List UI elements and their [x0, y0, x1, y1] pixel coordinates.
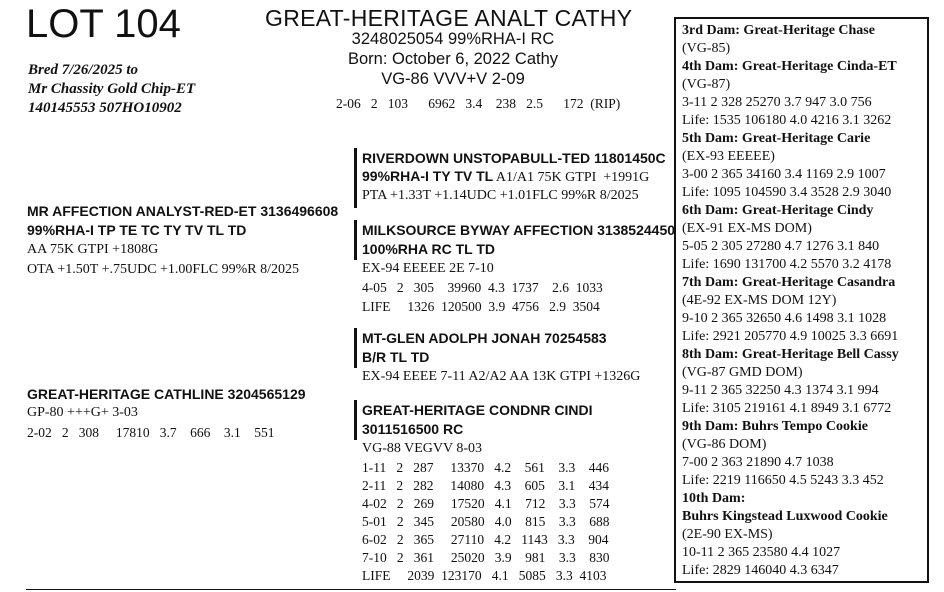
dam-dam-classification: VG-88 VEGVV 8-03	[362, 441, 483, 456]
ancestor-dam-detail: 7-00 2 363 21890 4.7 1038	[682, 455, 834, 470]
ancestor-dam-heading: 8th Dam: Great-Heritage Bell Cassy	[682, 347, 899, 362]
bred-sire-reg: 140145553 507HO10902	[28, 100, 182, 116]
bottom-rule	[26, 589, 676, 590]
ancestor-dam-detail: Life: 1690 131700 4.2 5570 3.2 4178	[682, 257, 892, 272]
ancestor-dam-detail: Life: 1095 104590 3.4 3528 2.9 3040	[682, 185, 892, 200]
sire-sire-codes-line	[362, 168, 649, 186]
sire-dam-codes: 100%RHA RC TL TD	[362, 241, 496, 257]
sire-dam-classification: EX-94 EEEEE 2E 7-10	[362, 261, 494, 276]
sire-proof: OTA +1.50T +.75UDC +1.00FLC 99%R 8/2025	[27, 262, 299, 277]
ancestor-dam-detail: Life: 3105 219161 4.1 8949 3.1 6772	[682, 401, 892, 416]
dam-sire-bar	[354, 328, 357, 368]
bred-to-sire: Mr Chassity Gold Chip-ET	[28, 81, 196, 97]
dam-classification: GP-80 +++G+ 3-03	[27, 405, 138, 420]
dam-dam-name: GREAT-HERITAGE CONDNR CINDI	[362, 402, 593, 418]
sire-gtpi: AA 75K GTPI +1808G	[27, 242, 159, 257]
animal-born: Born: October 6, 2022 Cathy	[347, 50, 559, 68]
ancestor-dam-heading: 7th Dam: Great-Heritage Casandra	[682, 275, 896, 290]
ancestor-dam-heading: 10th Dam:	[682, 491, 746, 506]
ancestor-dam-detail: Life: 1535 106180 4.0 4216 3.1 3262	[682, 113, 892, 128]
sire-name: MR AFFECTION ANALYST-RED-ET 3136496608	[27, 203, 339, 219]
ancestor-dam-detail: 9-10 2 365 32650 4.6 1498 3.1 1028	[682, 311, 887, 326]
ancestor-dam-heading: 6th Dam: Great-Heritage Cindy	[682, 203, 874, 218]
animal-record: 2-06 2 103 6962 3.4 238 2.5 172 (RIP)	[336, 96, 621, 111]
sire-dam-name: MILKSOURCE BYWAY AFFECTION 3138524450	[362, 222, 676, 238]
animal-name: GREAT-HERITAGE ANALT CATHY	[265, 5, 633, 31]
ancestor-dam-detail: 3-11 2 328 25270 3.7 947 3.0 756	[682, 95, 872, 110]
ancestor-dam-heading: 9th Dam: Buhrs Tempo Cookie	[682, 419, 868, 434]
sire-dam-bar	[354, 220, 357, 260]
dam-dam-registration: 3011516500 RC	[362, 421, 464, 437]
sire-dam-record: 4-05 2 305 39960 4.3 1737 2.6 1033	[362, 280, 603, 295]
ancestor-dam-detail: (EX-91 EX-MS DOM)	[682, 221, 812, 236]
dam-sire-proof: EX-94 EEEE 7-11 A2/A2 AA 13K GTPI +1326G	[362, 369, 641, 384]
dam-dam-record-row: LIFE 2039 123170 4.1 5085 3.3 4103	[362, 568, 607, 583]
dam-dam-record-row: 6-02 2 365 27110 4.2 1143 3.3 904	[362, 532, 609, 547]
ancestor-dam-detail: 3-00 2 365 34160 3.4 1169 2.9 1007	[682, 167, 886, 182]
ancestor-dam-detail: (EX-93 EEEEE)	[682, 149, 775, 164]
sire-codes: 99%RHA-I TP TE TC TY TV TL TD	[27, 222, 247, 238]
dam-dam-record-row: 5-01 2 345 20580 4.0 815 3.3 688	[362, 514, 610, 529]
sire-dam-lifetime: LIFE 1326 120500 3.9 4756 2.9 3504	[362, 299, 600, 314]
ancestor-dam-heading: 5th Dam: Great-Heritage Carie	[682, 131, 871, 146]
ancestor-dam-detail: (VG-87 GMD DOM)	[682, 365, 803, 380]
dam-dam-record-row: 4-02 2 269 17520 4.1 712 3.3 574	[362, 496, 610, 511]
dam-dam-record-row: 2-11 2 282 14080 4.3 605 3.1 434	[362, 478, 609, 493]
sire-sire-bar	[354, 148, 357, 208]
ancestor-dam-detail: (4E-92 EX-MS DOM 12Y)	[682, 293, 837, 308]
animal-classification: VG-86 VVV+V 2-09	[381, 70, 525, 88]
ancestor-dam-detail: (VG-87)	[682, 77, 731, 92]
dam-name: GREAT-HERITAGE CATHLINE 3204565129	[27, 386, 306, 402]
ancestor-dam-detail: 9-11 2 365 32250 4.3 1374 3.1 994	[682, 383, 879, 398]
ancestor-dam-detail: (2E-90 EX-MS)	[682, 527, 773, 542]
ancestor-dam-detail: Life: 2219 116650 4.5 5243 3.3 452	[682, 473, 884, 488]
dam-record: 2-02 2 308 17810 3.7 666 3.1 551	[27, 425, 275, 440]
sire-sire-gtpi: A1/A1 75K GTPI +1991G	[493, 170, 650, 185]
ancestor-dam-heading: 3rd Dam: Great-Heritage Chase	[682, 23, 875, 38]
ancestor-dam-heading: Buhrs Kingstead Luxwood Cookie	[682, 509, 888, 524]
bred-date: Bred 7/26/2025 to	[28, 62, 139, 78]
ancestor-dam-detail: Life: 2921 205770 4.9 10025 3.3 6691	[682, 329, 899, 344]
animal-registration: 3248025054 99%RHA-I RC	[351, 30, 555, 48]
ancestor-dam-detail: 5-05 2 305 27280 4.7 1276 3.1 840	[682, 239, 880, 254]
dam-dam-record-row: 7-10 2 361 25020 3.9 981 3.3 830	[362, 550, 610, 565]
sire-sire-proof: PTA +1.33T +1.14UDC +1.01FLC 99%R 8/2025	[362, 188, 639, 203]
ancestor-dam-detail: (VG-85)	[682, 41, 731, 56]
dam-sire-codes: B/R TL TD	[362, 349, 430, 365]
dam-dam-record-row: 1-11 2 287 13370 4.2 561 3.3 446	[362, 460, 609, 475]
sire-sire-codes: 99%RHA-I TY TV TL	[362, 168, 494, 184]
ancestor-dam-detail: 10-11 2 365 23580 4.4 1027	[682, 545, 841, 560]
dam-sire-name: MT-GLEN ADOLPH JONAH 70254583	[362, 330, 607, 346]
ancestor-dam-heading: 4th Dam: Great-Heritage Cinda-ET	[682, 59, 897, 74]
sire-sire-name: RIVERDOWN UNSTOPABULL-TED 11801450C	[362, 150, 666, 166]
dam-dam-bar	[354, 400, 357, 440]
lot-number: LOT 104	[26, 2, 181, 46]
ancestor-dam-detail: Life: 2829 146040 4.3 6347	[682, 563, 839, 578]
ancestor-dam-detail: (VG-86 DOM)	[682, 437, 767, 452]
